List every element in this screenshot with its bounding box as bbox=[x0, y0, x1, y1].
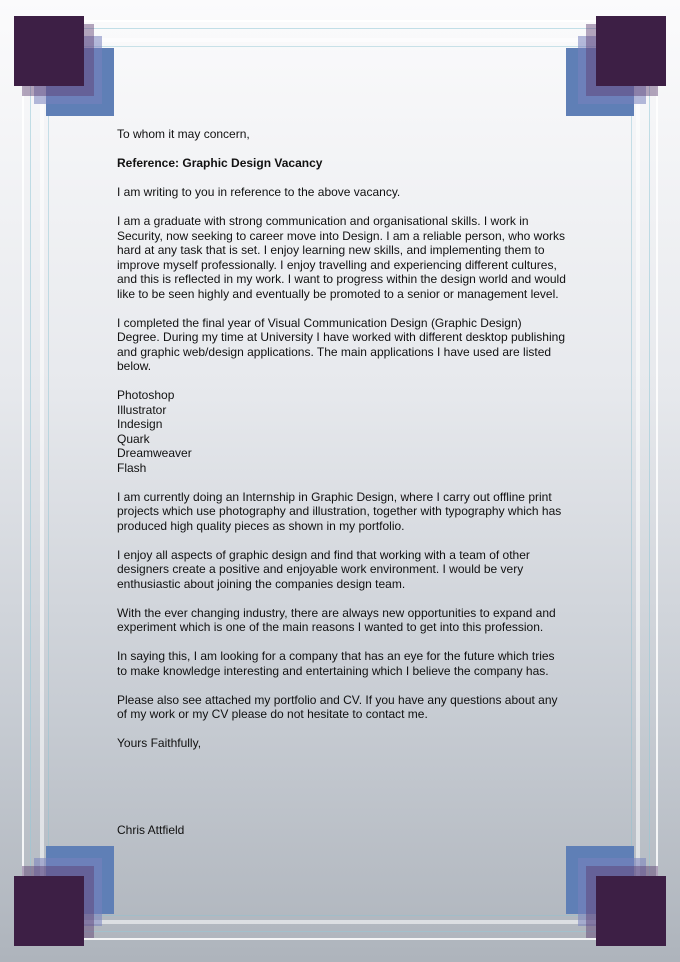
paragraph-internship: I am currently doing an Internship in Graphic Design, where I carry out offline print projects which use photography and illustration, together with typography which has produced high quality pieces as shown in my portfolio. bbox=[117, 489, 562, 533]
cover-letter bbox=[117, 127, 567, 852]
paragraph-industry: With the ever changing industry, there are always new opportunities to expand and experiment which is one of the main reasons I wanted to get into this profession. bbox=[117, 605, 556, 634]
list-item: Indesign bbox=[117, 417, 163, 431]
paragraph-education: I completed the final year of Visual Communication Design (Graphic Design) Degree. During my time at University I have worked with different desktop publishing and graphic web/design applications. The main applications I have used are listed below. bbox=[117, 315, 565, 373]
paragraph-background: I am a graduate with strong communication and organisational skills. I work in Security, now seeking to career move into Design. I am a reliable person, who works hard at any task that is set. I enjoy learning new skills, and implementing them to improve myself professionally. I enjoy travelling and experiencing different cultures, and this is reflected in my work. I want to progress within the design world and would like to be seen highly and eventually be promoted to a senior or management level. bbox=[117, 214, 566, 301]
list-item: Photoshop bbox=[117, 388, 175, 402]
applications-list bbox=[117, 388, 567, 475]
closing: Yours Faithfully, bbox=[117, 736, 202, 750]
intro-paragraph: I am writing to you in reference to the above vacancy. bbox=[117, 185, 401, 199]
paragraph-attachments: Please also see attached my portfolio and CV. If you have any questions about any of my work or my CV please do not hesitate to contact me. bbox=[117, 692, 558, 721]
signature-space bbox=[117, 765, 567, 823]
signature-name: Chris Attfield bbox=[117, 823, 185, 837]
list-item: Illustrator bbox=[117, 402, 167, 417]
list-item: Quark bbox=[117, 431, 150, 446]
salutation: To whom it may concern, bbox=[117, 127, 250, 141]
paragraph-teamwork: I enjoy all aspects of graphic design and find that working with a team of other designers create a positive and enjoyable work environment. I would be very enthusiastic about joining the companies design team. bbox=[117, 547, 530, 591]
list-item: Flash bbox=[117, 460, 147, 475]
paragraph-company: In saying this, I am looking for a company that has an eye for the future which tries to make knowledge interesting and entertaining which I believe the company has. bbox=[117, 649, 555, 678]
list-item: Dreamweaver bbox=[117, 446, 192, 460]
reference-line: Reference: Graphic Design Vacancy bbox=[117, 156, 323, 170]
